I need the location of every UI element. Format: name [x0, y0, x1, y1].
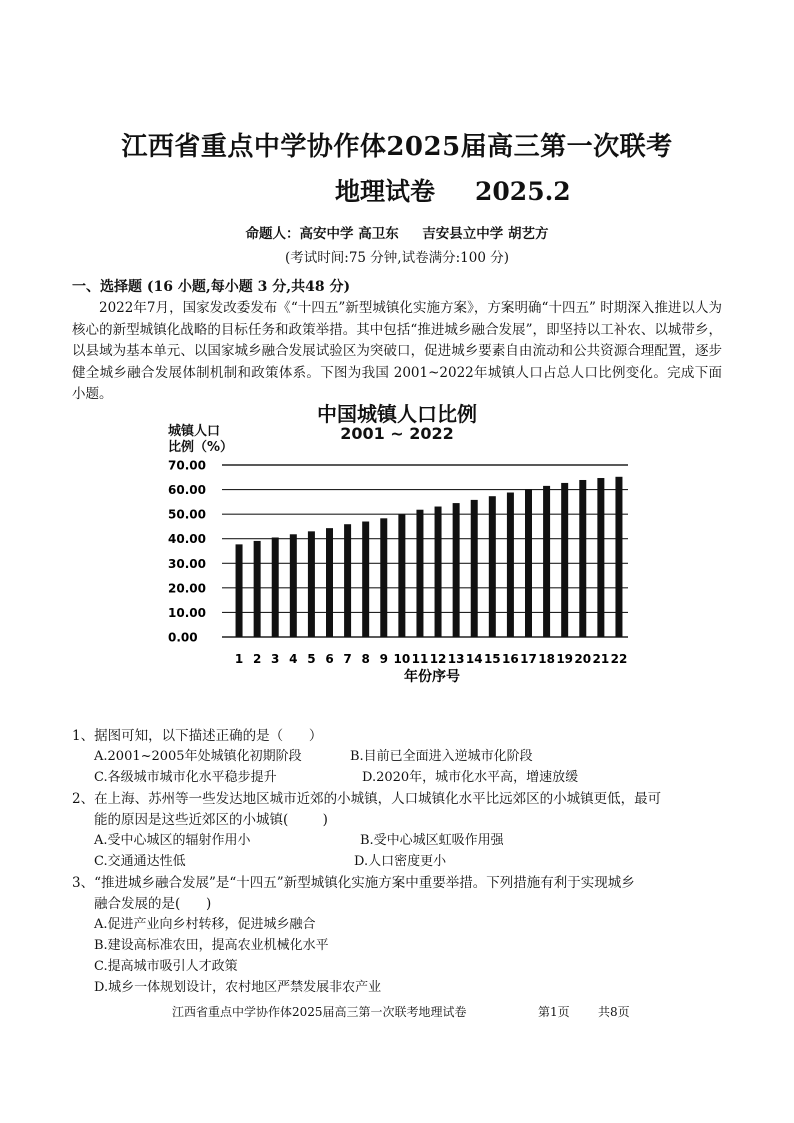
- exam-title: 江西省重点中学协作体2025届高三第一次联考: [121, 132, 673, 162]
- bar: [254, 541, 261, 637]
- bar: [453, 503, 460, 637]
- question-2-option-a: A.受中心城区的辐射作用小: [94, 833, 251, 848]
- y-tick-label: 60.00: [168, 483, 206, 498]
- bar: [507, 493, 514, 637]
- question-3-option-b: B.建设高标准农田，提高农业机械化水平: [94, 938, 329, 953]
- bar: [525, 489, 532, 637]
- bar: [435, 507, 442, 637]
- x-tick-label: 15: [483, 652, 501, 666]
- x-tick-label: 5: [307, 652, 316, 666]
- question-1-option-b: B.目前已全面进入逆城市化阶段: [350, 749, 533, 764]
- question-2-stem-continued: 能的原因是这些近郊区的小城镇( ): [94, 812, 328, 828]
- bar: [290, 534, 297, 637]
- question-3-option-d: D.城乡一体规划设计，农村地区严禁发展非农产业: [94, 980, 382, 995]
- x-tick-label: 7: [343, 652, 352, 666]
- x-tick-label: 1: [234, 652, 244, 666]
- bar: [326, 528, 333, 637]
- x-tick-label: 12: [429, 652, 447, 666]
- passage: 2022年7月，国家发改委发布《“十四五”新型城镇化实施方案》，方案明确“十四五” 时期深入推进以人为核心的新型城镇化战略的目标任务和政策举措。其中包括“推进城乡融合发展”，即坚持以工补农、以城带乡，以县域为基本单元、以国家城乡融合发展试验区为突破口，促进城乡要素自由流动和公共资源合理配置，逐步健全城乡融合发展体制机制和政策体系。下图为我国 2001~2022年城镇人口占总人口比例变化。完成下面小题。: [72, 300, 722, 402]
- x-tick-label: 18: [538, 652, 555, 666]
- bar: [344, 524, 351, 637]
- question-3-option-a: A.促进产业向乡村转移，促进城乡融合: [94, 917, 316, 932]
- y-tick-label: 50.00: [168, 507, 206, 522]
- x-tick-label: 17: [520, 652, 537, 666]
- x-tick-label: 20: [574, 652, 592, 666]
- bar: [236, 544, 243, 637]
- y-tick-label: 0.00: [168, 630, 198, 645]
- question-3-stem-continued: 融合发展的是( ): [94, 896, 212, 912]
- bar: [380, 518, 387, 637]
- section-heading: 一、选择题 (16 小题,每小题 3 分,共48 分): [72, 279, 351, 295]
- x-axis-label: 年份序号: [404, 669, 460, 685]
- question-3-option-c: C.提高城市吸引人才政策: [94, 959, 238, 974]
- x-tick-label: 3: [271, 652, 280, 666]
- question-1: [72, 724, 322, 744]
- authors-line: 命题人：高安中学 高卫东 吉安县立中学 胡艺方: [245, 226, 549, 242]
- y-tick-label: 40.00: [168, 532, 206, 547]
- question-1-stem: 1、据图可知，以下描述正确的是（ ）: [72, 728, 323, 744]
- bar: [615, 477, 622, 637]
- y-axis-label: [168, 424, 233, 456]
- question-2-option-b: B.受中心城区虹吸作用强: [360, 833, 504, 848]
- x-tick-label: 21: [592, 652, 610, 666]
- bar: [579, 480, 586, 637]
- y-tick-label: 20.00: [168, 581, 206, 596]
- y-axis-label-line1: 城镇人口: [168, 424, 221, 439]
- footer-title: 江西省重点中学协作体2025届高三第一次联考地理试卷: [172, 1005, 467, 1019]
- time-info: (考试时间:75 分钟,试卷满分:100 分): [285, 250, 509, 266]
- chart-subtitle: 2001 ~ 2022: [340, 424, 454, 443]
- bar: [561, 483, 568, 637]
- bar: [543, 486, 550, 637]
- footer-total-pages: 共8页: [598, 1005, 630, 1019]
- question-1-option-d: D.2020年，城市化水平高，增速放缓: [362, 770, 579, 785]
- exam-date: 2025.2: [475, 177, 571, 206]
- bar: [416, 510, 423, 637]
- y-axis-label-line2: 比例（%）: [168, 440, 234, 455]
- x-tick-label: 10: [393, 652, 411, 666]
- question-2-option-d: D.人口密度更小: [354, 854, 447, 869]
- question-1-option-a: A.2001~2005年处城镇化初期阶段: [94, 749, 302, 764]
- x-tick-label: 4: [289, 652, 298, 666]
- y-tick-label: 30.00: [168, 556, 206, 571]
- chart-title: 中国城镇人口比例: [317, 402, 477, 426]
- bar: [471, 500, 478, 637]
- exam-subject: 地理试卷: [335, 177, 436, 206]
- x-tick-layer: [235, 652, 627, 666]
- question-1-option-c: C.各级城市城市化水平稳步提升: [94, 770, 277, 785]
- x-tick-label: 9: [379, 652, 388, 666]
- x-tick-label: 6: [325, 652, 334, 666]
- x-tick-label: 16: [502, 652, 519, 666]
- x-tick-label: 19: [556, 652, 574, 666]
- question-2-stem: 2、在上海、苏州等一些发达地区城市近郊的小城镇，人口城镇化水平比远郊区的小城镇更低，最可: [72, 791, 662, 807]
- question-3-stem: 3、“推进城乡融合发展”是“十四五”新型城镇化实施方案中重要举措。下列措施有利于实现城乡: [72, 875, 635, 891]
- question-2-option-c: C.交通通达性低: [94, 854, 186, 869]
- y-tick-label: 10.00: [168, 605, 206, 620]
- bar-chart: [160, 455, 640, 695]
- x-tick-label: 2: [252, 652, 262, 666]
- bar: [362, 522, 369, 637]
- y-tick-layer: [168, 459, 206, 645]
- footer-page-number: 第1页: [538, 1005, 570, 1019]
- bar: [398, 514, 405, 637]
- bar: [308, 531, 315, 637]
- bar: [597, 478, 604, 637]
- bar: [272, 537, 279, 637]
- x-tick-label: 11: [411, 652, 429, 666]
- x-tick-label: 8: [361, 652, 370, 666]
- exam-subject-line: [335, 172, 571, 208]
- bar: [489, 496, 496, 637]
- x-tick-label: 14: [465, 652, 483, 666]
- y-tick-label: 70.00: [168, 458, 206, 473]
- x-tick-label: 13: [447, 652, 465, 666]
- x-tick-label: 22: [610, 652, 628, 666]
